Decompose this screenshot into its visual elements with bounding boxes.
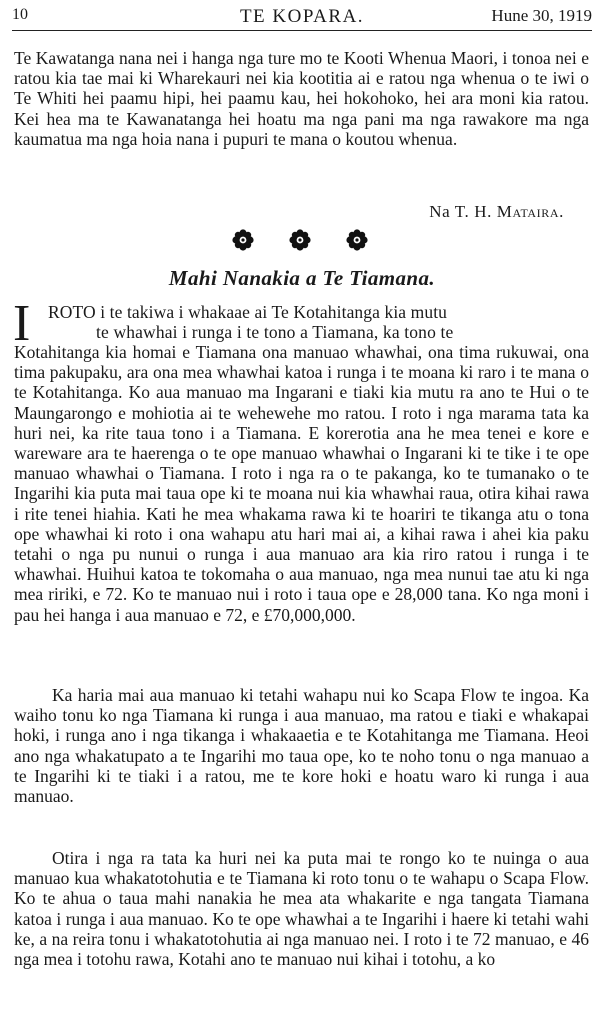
signature-prefix: Na T. H.	[429, 202, 492, 221]
letter-paragraph: Te Kawatanga nana nei i hanga nga ture mo te Kooti Whenua Maori, i tonoa nei e ratou kia tae mai ki Wharekauri nei kia kootitia ai e ratou nga whenua o te iwi o Te Whiti hei paamu hipi, hei paamu kau, hei hokohoko, hei ara moni kia ratou. Kei hea ma te Kawanatanga hei hoatu ma nga pani ma nga rawakore ma nga kaumatua ma nga hoia nana i pupuri te mana o koutou whenua.	[14, 48, 589, 149]
issue-date: Hune 30, 1919	[491, 6, 592, 25]
opening-line-1: ROTO i te takiwa i whakaae ai Te Kotahitanga kia mutu	[48, 302, 448, 322]
article-paragraph-2: Ka haria mai aua manuao ki tetahi wahapu nui ko Scapa Flow te ingoa. Ka waiho tonu ko nga Tiamana ki runga i aua manuao, ma ratou e tiaki e whakapai hoki, i runga ano i nga tikanga i whakaaetia e te Kotahitanga me Tiamana. Heoi ano nga whakatupato a te Ingarihi mo taua ope, ko te noho tonu o nga manuao a te Ingarihi ki te tiaki i a ratou, me te kore hoki e hoatu waro ki runga i aua manuao.	[14, 685, 589, 807]
page-number: 10	[12, 6, 28, 23]
article-title: Mahi Nanakia a Te Tiamana.	[168, 266, 436, 290]
journal-title: TE KOPARA.	[239, 6, 365, 27]
section-ornaments	[230, 228, 370, 252]
header-rule	[12, 30, 592, 31]
article-paragraph-3: Otira i nga ra tata ka huri nei ka puta mai te rongo ko te nuinga o aua manuao kua whakatotohutia e te Tiamana ki roto tonu o te wahapu o Scapa Flow. Ko te ahua o taua mahi nanakia he mea ata whakarite e nga tangata Tiamana katoa i runga i aua manuao. Ko te ope whawhai a te Ingarihi i haere ki tetahi wahi ke, a na reira tonu i whakatotohutia ai nga manuao nei. I roto i te 72 manuao, e 46 nga mea i totohu rawa, Kotahi ano te manuao nui kihai i totohu, a ko	[14, 848, 589, 970]
drop-cap: I	[13, 295, 31, 352]
running-head	[12, 6, 592, 26]
rosette-icon	[230, 228, 256, 252]
signature-name: Mataira.	[496, 202, 564, 221]
opening-line-2: te whawhai i runga i te tono a Tiamana, ka tono te	[96, 322, 454, 342]
rosette-icon	[344, 228, 370, 252]
letter-signature	[429, 202, 564, 222]
article-paragraph-1: Kotahitanga kia homai e Tiamana ona manuao whawhai, ona tima rukuwai, ona tima pakupaku, ara ona mea whawhai katoa i runga i te moana ki raro i te mana o te Kotahitanga. Ko aua manuao ma Ingarani e tiaki kia mutu ra ano te Hui o te Maungarongo e mohiotia ai te wehewehe mo ratou. I roto i nga marama tata ka huri nei, ka rite taua tono i a Tiamana. E korerotia ana he mea tenei e kore e wareware ara te haerenga o te ope manuao whawhai o Ingarani ki te tike i te ope manuao whawhai o Tiamana. I roto i nga ra o te pakanga, ko te tumanako o te Ingarihi kia puta mai taua ope ki te moana nui kia whawhai raua, otira kihai rawa i rite tenei hiahia. Kati he mea whakama rawa ki te hoariri te tikanga atu o tona ope whawhai ki roto i ona wahapu atu hari mai ai, a kihai rawa i ahei kia paku tetahi o nga pu nunui o runga i aua manuao ara kia riro ratou i runga i te whawhai. Huihui katoa te tokomaha o aua manuao, nga mea nunui tae atu ki nga mea ririki, e 72. Ko te manuao nui i roto i taua ope e 28,000 tana. Ko nga moni i pau hei hanga i aua manuao e 72, e £70,000,000.	[14, 342, 589, 625]
rosette-icon	[287, 228, 313, 252]
